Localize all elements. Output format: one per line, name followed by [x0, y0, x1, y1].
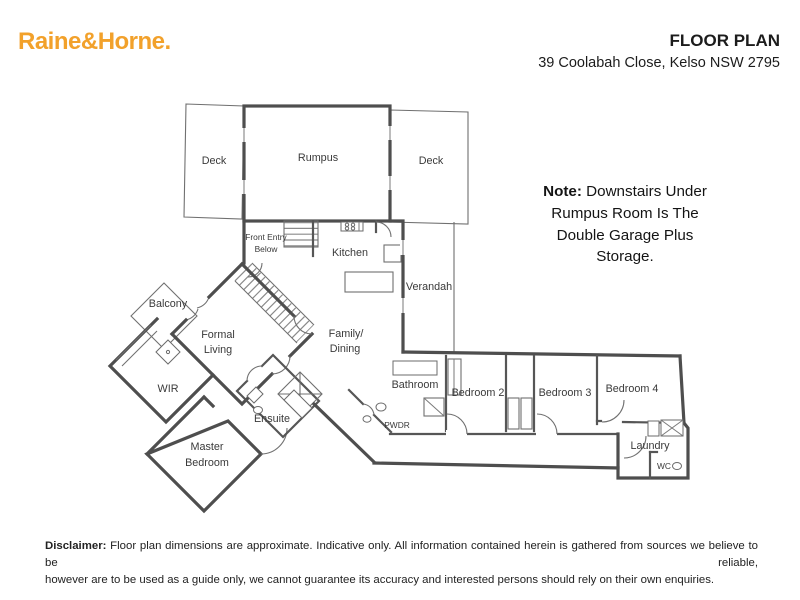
room-label-balcony: Balcony — [148, 298, 188, 310]
room-label-wir: WIR — [157, 383, 179, 395]
note-line-3: Double Garage Plus — [556, 226, 694, 244]
disclaimer-text — [45, 538, 758, 588]
disclaimer-line-2: however are to be used as a guide only, we cannot guarantee its accuracy and interested persons should rely on their own enquiries. — [45, 573, 715, 586]
room-label-bedroom4: Bedroom 4 — [605, 383, 659, 395]
room-label-deck-left: Deck — [201, 155, 227, 167]
note-line-2: Rumpus Room Is The — [551, 204, 699, 222]
room-label-pwdr: PWDR — [384, 420, 410, 430]
wir-outline — [110, 319, 213, 422]
room-label-master-1: Master — [190, 441, 224, 453]
note-text — [500, 181, 750, 268]
property-address: 39 Coolabah Close, Kelso NSW 2795 — [538, 55, 780, 71]
note-line-1: Note: Downstairs Under — [543, 183, 707, 200]
page-title: FLOOR PLAN — [669, 31, 780, 50]
room-label-bathroom: Bathroom — [391, 379, 439, 391]
room-label-front-entry-1: Front Entry — [245, 232, 287, 242]
room-label-formal-living-2: Living — [203, 344, 233, 356]
formal-living-outline — [172, 264, 312, 404]
room-label-verandah: Verandah — [405, 281, 453, 293]
room-label-ensuite: Ensuite — [253, 413, 291, 425]
room-label-master-2: Bedroom — [185, 457, 229, 469]
room-label-formal-living-1: Formal — [201, 329, 235, 341]
deck-right-outline — [390, 110, 468, 224]
room-label-bedroom2: Bedroom 2 — [451, 387, 505, 399]
room-label-bedroom3: Bedroom 3 — [538, 387, 592, 399]
room-label-laundry: Laundry — [630, 440, 670, 452]
room-label-rumpus: Rumpus — [297, 152, 339, 164]
room-label-family-dining-2: Dining — [329, 343, 361, 355]
balcony-outline — [131, 283, 209, 349]
hall-walls — [314, 404, 374, 462]
room-label-deck-right: Deck — [418, 155, 444, 167]
room-label-family-dining-1: Family/ — [328, 328, 364, 340]
note-line-4: Storage. — [596, 248, 654, 266]
room-label-front-entry-2: Below — [254, 244, 278, 254]
raine-and-horne-logo: Raine&Horne. — [18, 28, 171, 55]
room-label-wc: WC — [657, 461, 671, 471]
disclaimer-line-1: Disclaimer: Floor plan dimensions are approximate. Indicative only. All information contained herein is gathered from sources we believe to be reliable, — [45, 540, 758, 569]
room-label-kitchen: Kitchen — [331, 247, 369, 259]
